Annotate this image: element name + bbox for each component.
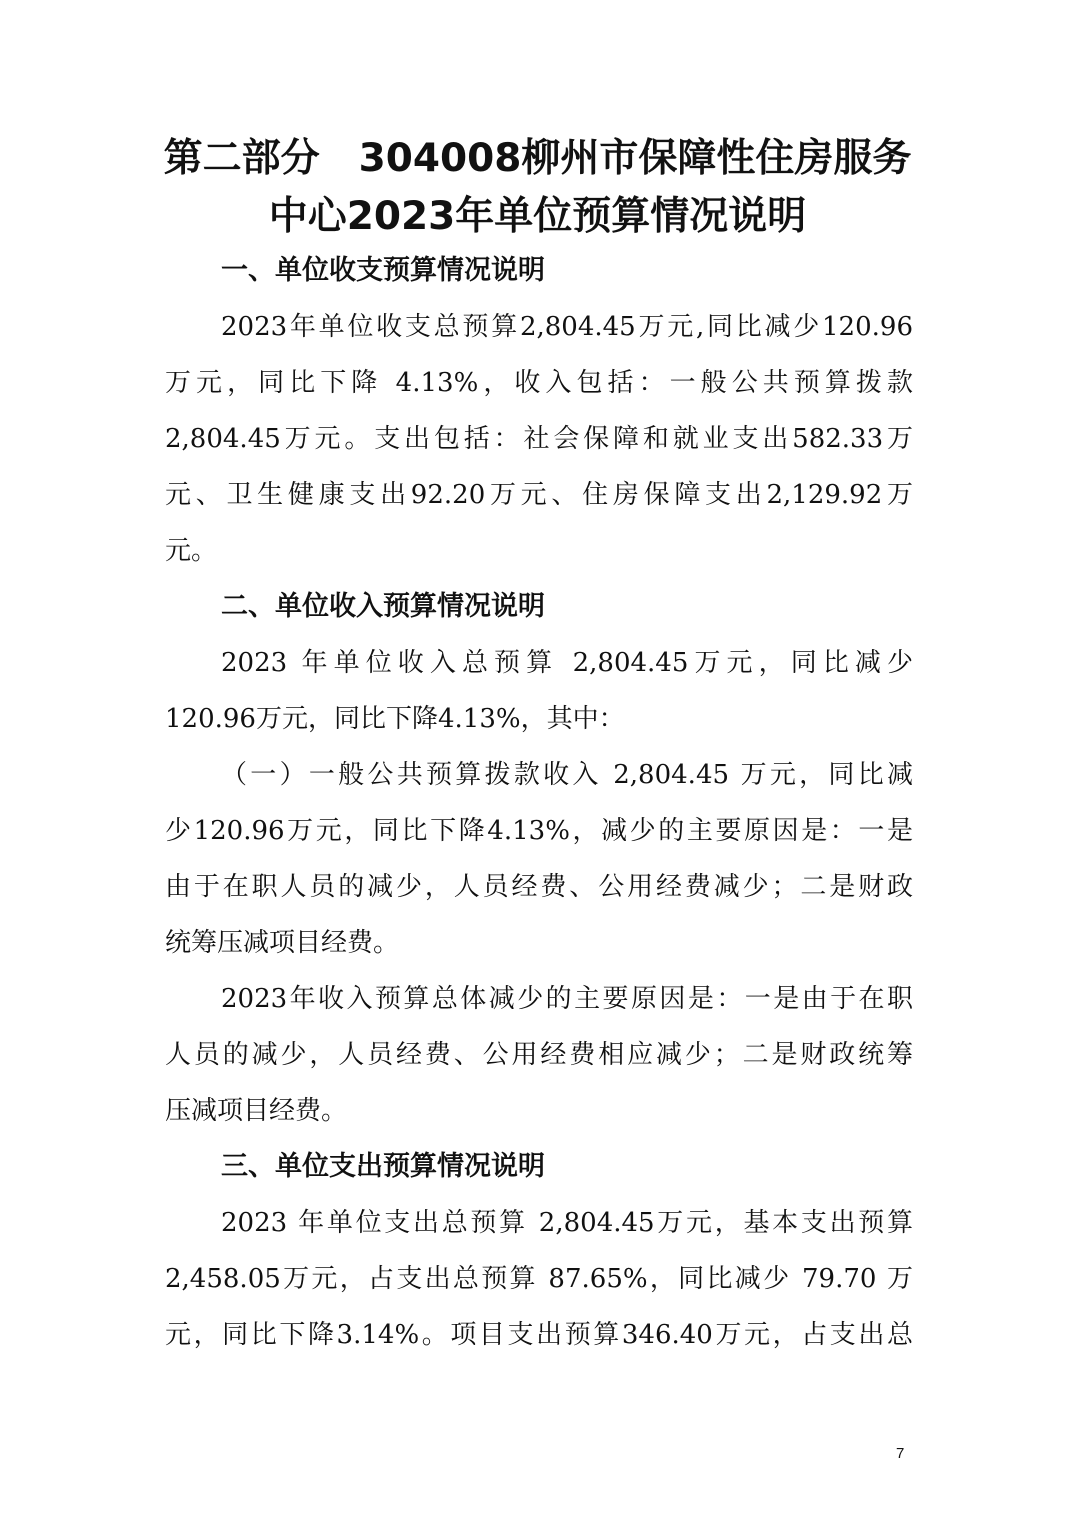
section-2-paragraph-1 bbox=[165, 635, 913, 747]
title-line-2: 中心2023年单位预算情况说明 bbox=[268, 194, 807, 239]
text-line: 2,458.05万元，占支出总预算 87.65%，同比减少 79.70 万 bbox=[165, 1264, 913, 1294]
text-line: 2023 年单位收入总预算 2,804.45万元，同比减少 bbox=[221, 648, 913, 678]
section-heading-2: 二、单位收入预算情况说明 bbox=[221, 591, 545, 622]
section-3-paragraph-1 bbox=[165, 1195, 913, 1363]
text-line: 压减项目经费。 bbox=[165, 1096, 348, 1126]
text-line: 元、卫生健康支出92.20万元、住房保障支出2,129.92万 bbox=[165, 480, 913, 510]
text-line: 2023年收入预算总体减少的主要原因是：一是由于在职 bbox=[221, 984, 913, 1014]
text-line: （一）一般公共预算拨款收入 2,804.45 万元，同比减 bbox=[221, 760, 913, 790]
title-line-1: 第二部分 304008柳州市保障性住房服务 bbox=[163, 136, 912, 181]
text-line: 统筹压减项目经费。 bbox=[165, 928, 400, 958]
text-line: 2,804.45万元。支出包括：社会保障和就业支出582.33万 bbox=[165, 424, 913, 454]
page-title bbox=[120, 130, 955, 246]
text-line: 少120.96万元，同比下降4.13%，减少的主要原因是：一是 bbox=[165, 816, 913, 846]
text-line: 2023 年单位支出总预算 2,804.45万元，基本支出预算 bbox=[221, 1208, 913, 1238]
document-body bbox=[165, 243, 913, 1363]
text-line: 元，同比下降3.14%。项目支出预算346.40万元，占支出总 bbox=[165, 1320, 913, 1350]
section-heading-3: 三、单位支出预算情况说明 bbox=[221, 1151, 545, 1182]
section-heading-1: 一、单位收支预算情况说明 bbox=[221, 255, 545, 286]
text-line: 万元，同比下降 4.13%，收入包括：一般公共预算拨款 bbox=[165, 368, 913, 398]
text-line: 元。 bbox=[165, 536, 218, 566]
page-number: 7 bbox=[896, 1445, 905, 1462]
section-2-paragraph-2 bbox=[165, 747, 913, 971]
text-line: 2023年单位收支总预算2,804.45万元,同比减少120.96 bbox=[221, 312, 913, 342]
text-line: 由于在职人员的减少，人员经费、公用经费减少；二是财政 bbox=[165, 872, 913, 902]
section-1-paragraph-1 bbox=[165, 299, 913, 579]
section-2-paragraph-3 bbox=[165, 971, 913, 1139]
text-line: 人员的减少，人员经费、公用经费相应减少；二是财政统筹 bbox=[165, 1040, 913, 1070]
text-line: 120.96万元，同比下降4.13%，其中： bbox=[165, 704, 625, 734]
